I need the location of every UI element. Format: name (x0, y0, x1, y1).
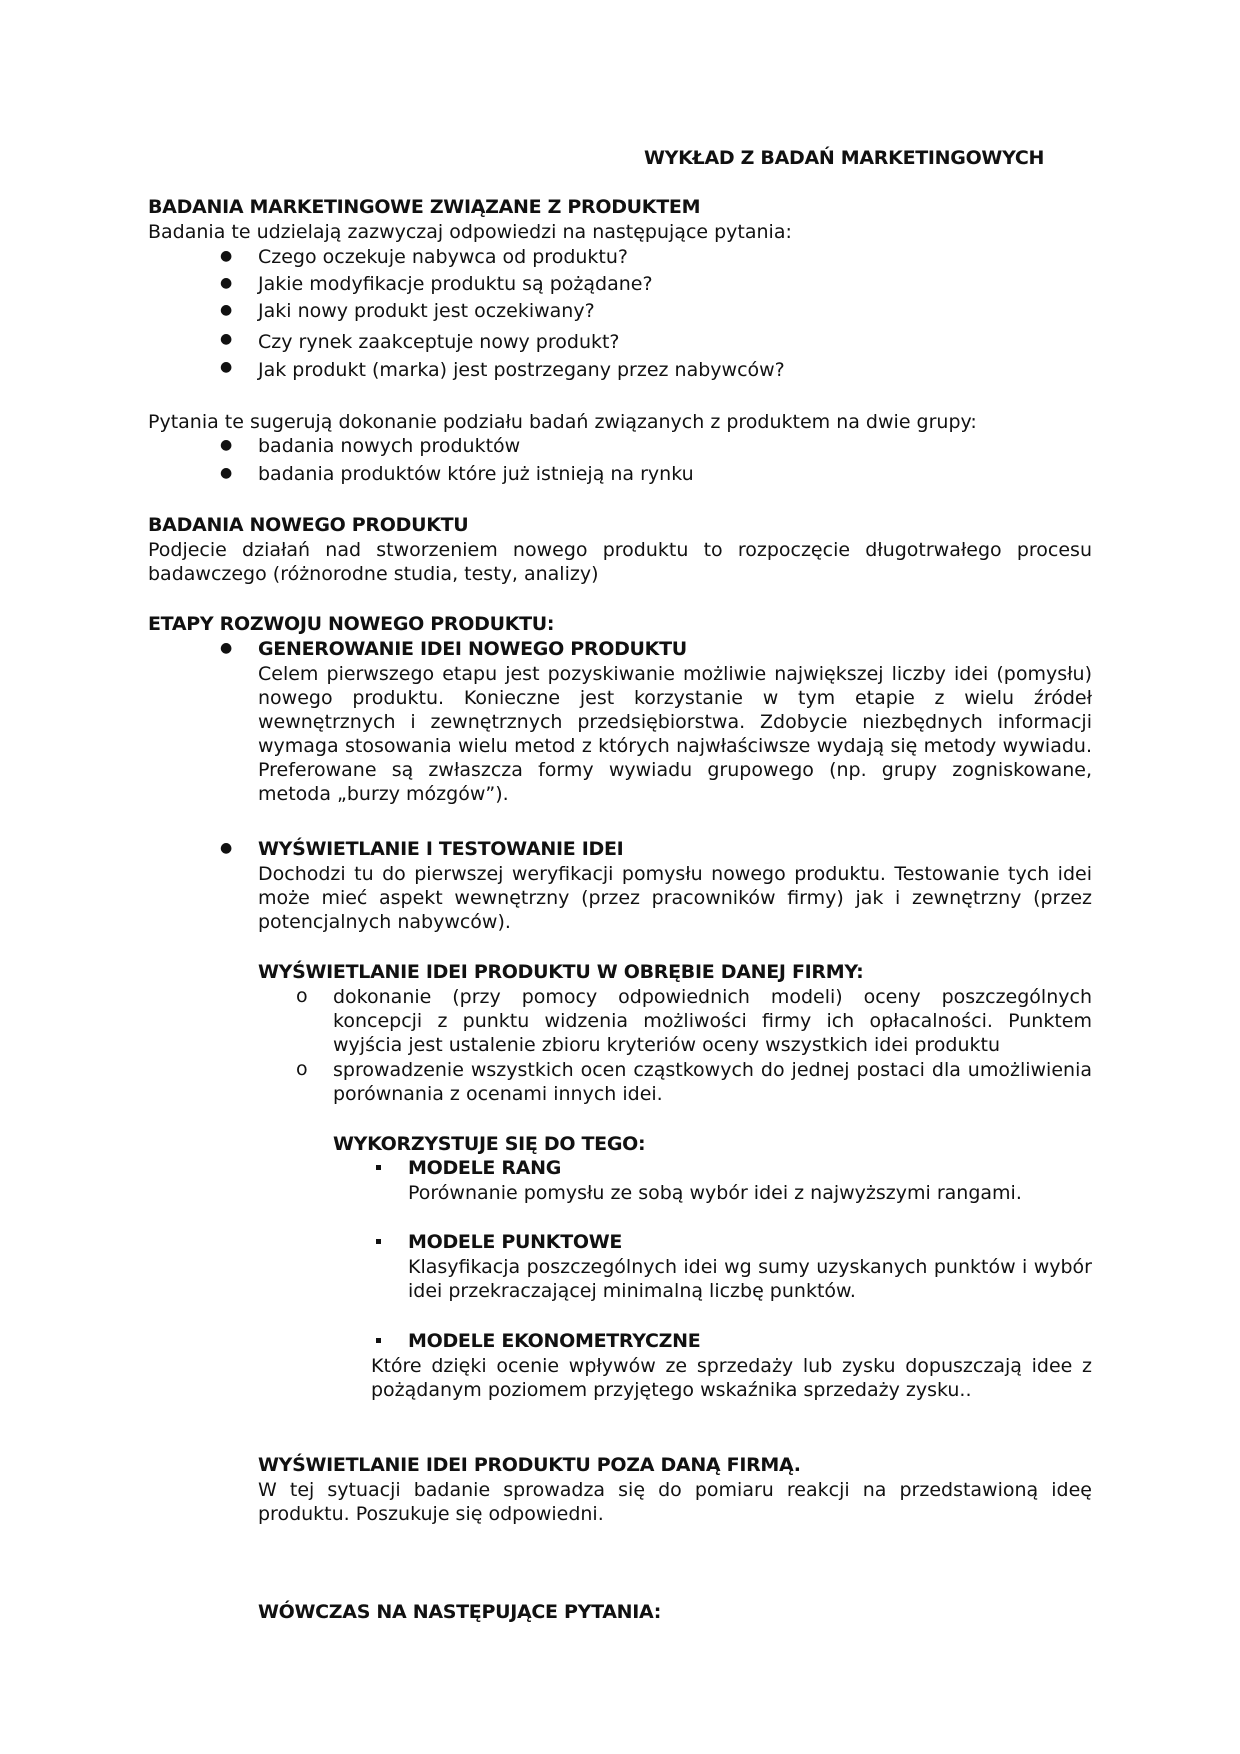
model-text: Które dzięki ocenie wpływów ze sprzedaży lub zysku dopuszczają idee z pożądanym poziomem przyjętego wskaźnika sprzedaży zysku.. (371, 1355, 1092, 1401)
bullet-icon: ● (220, 437, 233, 453)
bullet-icon: ● (220, 840, 233, 856)
model-text: Porównanie pomysłu ze sobą wybór idei z najwyższymi rangami. (408, 1182, 1022, 1204)
internal-item: sprowadzenie wszystkich ocen cząstkowych do jednej postaci dla umożliwienia porównania z ocenami innych idei. (333, 1059, 1092, 1105)
section-heading-stages: ETAPY ROZWOJU NOWEGO PRODUKTU: (148, 613, 555, 635)
closing-heading: WÓWCZAS NA NASTĘPUJĄCE PYTANIA: (258, 1601, 662, 1623)
new-product-text: Podjecie działań nad stworzeniem nowego produktu to rozpoczęcie długotrwałego procesu badawczego (różnorodne studia, testy, analizy) (148, 539, 1092, 585)
model-title: MODELE RANG (408, 1157, 562, 1179)
circle-bullet-icon: o (296, 985, 308, 1007)
question-item: Czego oczekuje nabywca od produktu? (258, 246, 628, 268)
bullet-icon: ● (220, 275, 233, 291)
external-text: W tej sytuacji badanie sprowadza się do pomiaru reakcji na przedstawioną ideę produktu. Poszukuje się odpowiedni. (258, 1479, 1092, 1525)
section-heading-new-product: BADANIA NOWEGO PRODUKTU (148, 514, 469, 536)
stage-title: WYŚWIETLANIE I TESTOWANIE IDEI (258, 838, 624, 860)
stage-title: GENEROWANIE IDEI NOWEGO PRODUKTU (258, 638, 687, 660)
bullet-icon: ● (220, 331, 233, 347)
bullet-icon: ● (220, 302, 233, 318)
bullet-icon: ● (220, 465, 233, 481)
model-title: MODELE EKONOMETRYCZNE (408, 1330, 701, 1352)
document-title: WYKŁAD Z BADAŃ MARKETINGOWYCH (644, 147, 1045, 169)
bullet-icon: ● (220, 359, 233, 375)
question-item: Jak produkt (marka) jest postrzegany przez nabywców? (258, 359, 785, 381)
intro-text: Badania te udzielają zazwyczaj odpowiedzi na następujące pytania: (148, 221, 792, 243)
bullet-icon: ● (220, 640, 233, 656)
group-item: badania nowych produktów (258, 435, 521, 457)
stage-text: Celem pierwszego etapu jest pozyskiwanie możliwie największej liczby idei (pomysłu) nowego produktu. Konieczne jest korzystanie w tym etapie z wielu źródeł wewnętrznych i zewnętrznych przedsiębiorstwa. Zdobycie niezbędnych informacji wymaga stosowania wielu metod z których najwłaściwsze wydają się metody wywiadu. Preferowane są zwłaszcza formy wywiadu grupowego (np. grupy zogniskowane, metoda „burzy mózgów”). (258, 663, 1092, 805)
question-item: Jakie modyfikacje produktu są pożądane? (258, 273, 653, 295)
subheading-uses: WYKORZYSTUJE SIĘ DO TEGO: (333, 1133, 646, 1155)
bullet-icon: ● (220, 248, 233, 264)
subheading-internal: WYŚWIETLANIE IDEI PRODUKTU W OBRĘBIE DANEJ FIRMY: (258, 961, 864, 983)
square-bullet-icon (376, 1338, 381, 1343)
split-intro-text: Pytania te sugerują dokonanie podziału badań związanych z produktem na dwie grupy: (148, 411, 977, 433)
stage-text: Dochodzi tu do pierwszej weryfikacji pomysłu nowego produktu. Testowanie tych idei może mieć aspekt wewnętrzny (przez pracowników firmy) jak i zewnętrzny (przez potencjalnych nabywców). (258, 863, 1092, 933)
subheading-external: WYŚWIETLANIE IDEI PRODUKTU POZA DANĄ FIRMĄ. (258, 1454, 801, 1476)
question-item: Czy rynek zaakceptuje nowy produkt? (258, 331, 620, 353)
circle-bullet-icon: o (296, 1058, 308, 1080)
square-bullet-icon (376, 1239, 381, 1244)
model-text: Klasyfikacja poszczególnych idei wg sumy uzyskanych punktów i wybór idei przekraczającej minimalną liczbę punktów. (408, 1256, 1092, 1302)
square-bullet-icon (376, 1165, 381, 1170)
question-item: Jaki nowy produkt jest oczekiwany? (258, 300, 595, 322)
model-title: MODELE PUNKTOWE (408, 1231, 623, 1253)
section-heading-product-research: BADANIA MARKETINGOWE ZWIĄZANE Z PRODUKTEM (148, 196, 701, 218)
internal-item: dokonanie (przy pomocy odpowiednich modeli) oceny poszczególnych koncepcji z punktu widzenia możliwości firmy ich opłacalności. Punktem wyjścia jest ustalenie zbioru kryteriów oceny wszystkich idei produktu (333, 986, 1092, 1056)
group-item: badania produktów które już istnieją na rynku (258, 463, 694, 485)
